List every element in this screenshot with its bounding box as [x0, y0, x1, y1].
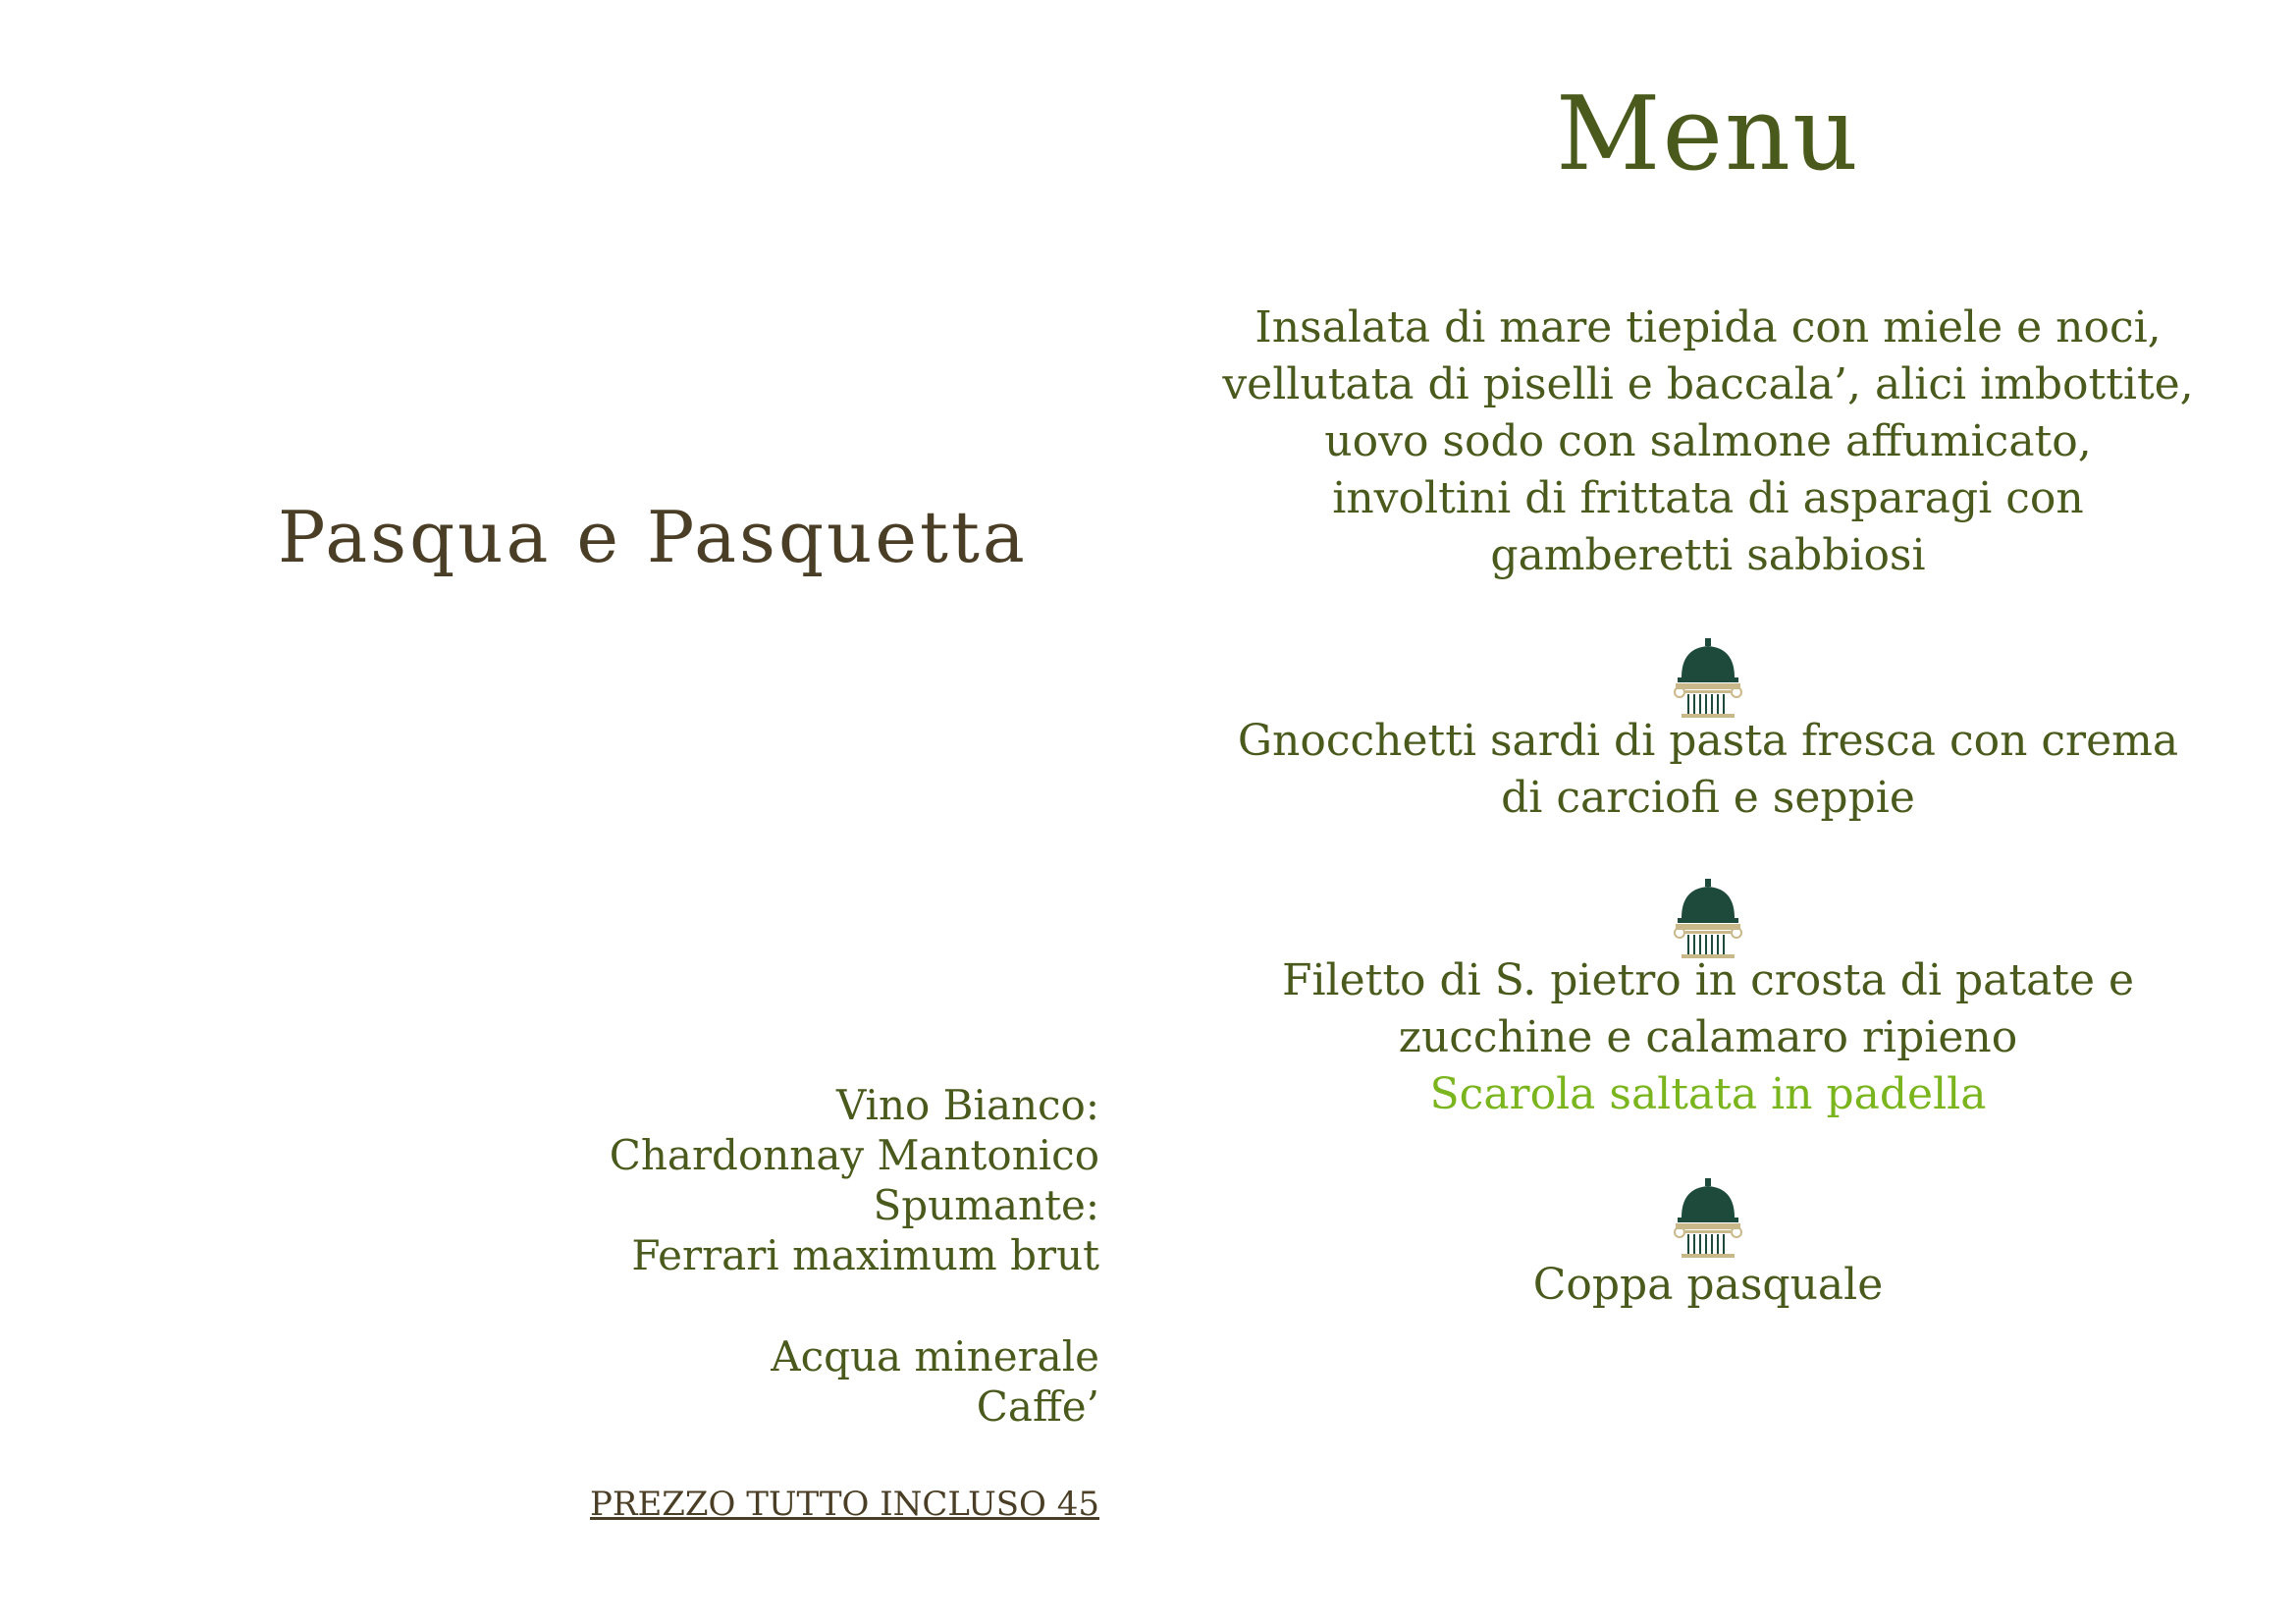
domed-temple-emblem-icon [1674, 638, 1742, 719]
menu-title: Menu [1556, 74, 1860, 193]
course-secondo [1168, 952, 2248, 1123]
course-line: Filetto di S. pietro in crosta di patate e [1281, 955, 2135, 1005]
side-dish: Scarola saltata in padella [1429, 1069, 1987, 1119]
course-line: involtini di frittata di asparagi con [1332, 473, 2084, 523]
water-item: Acqua minerale [771, 1332, 1099, 1380]
event-title: Pasqua e Pasquetta [278, 496, 1028, 578]
coffee-item: Caffe’ [976, 1382, 1099, 1431]
course-line: vellutata di piselli e baccala’, alici imbottite, [1222, 359, 2194, 409]
course-line: uovo sodo con salmone affumicato, [1324, 416, 2092, 466]
sparkling-name: Ferrari maximum brut [631, 1231, 1099, 1279]
course-line: Insalata di mare tiepida con miele e noci, [1255, 302, 2162, 352]
course-primo [1168, 713, 2248, 827]
course-line: zucchine e calamaro ripieno [1398, 1012, 2018, 1062]
course-line: di carciofi e seppie [1501, 773, 1915, 823]
drinks-list [491, 1080, 1099, 1280]
domed-temple-emblem-icon [1674, 1178, 1742, 1259]
extras-list [491, 1331, 1099, 1432]
course-line: Coppa pasquale [1532, 1260, 1884, 1310]
course-line: Gnocchetti sardi di pasta fresca con crema [1237, 716, 2179, 766]
course-line: gamberetti sabbiosi [1490, 530, 1926, 580]
wine-name: Chardonnay Mantonico [609, 1131, 1099, 1179]
wine-heading: Vino Bianco: [835, 1081, 1099, 1129]
course-dolce [1168, 1257, 2248, 1314]
domed-temple-emblem-icon [1674, 879, 1742, 959]
course-antipasti [1168, 299, 2248, 584]
price-line: PREZZO TUTTO INCLUSO 45 [589, 1485, 1099, 1524]
sparkling-heading: Spumante: [873, 1181, 1099, 1229]
